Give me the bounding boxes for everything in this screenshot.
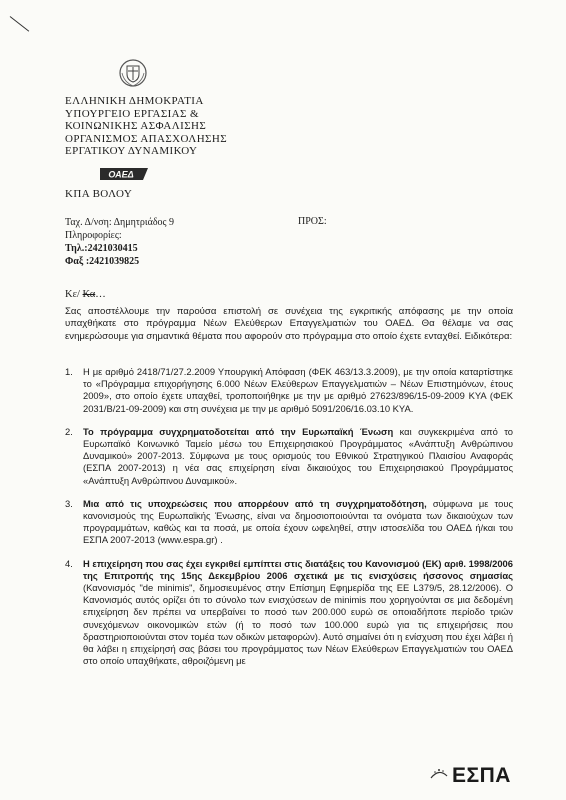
- phone: Τηλ.:2421030415: [65, 243, 138, 254]
- item-text: (Κανονισμός "de minimis", δημοσιευμένος στην Επίσημη Εφημερίδα της ΕΕ L379/5, 28.12/2006). Ο Κανονισμός αυτός ορίζει ότι το σύνολο των ενισχύσεων de minimis που χορηγούνται σε μια δεδομένη επιχείρηση δεν πρέπει να υπερβαίνει το ποσό των 200.000 ευρώ σε οποιαδήποτε περίοδο τριών συνεχόμενων οικονομικών ετών (ή το ποσό των 100.000 ευρώ για τις επιχειρήσεις που δραστηριοποιούνται στον τομέα των οδικών μεταφορών). Αυτό σημαίνει ότι η ενίσχυση που έχει λάβει ή θα λάβει η επιχείρησή σας βάσει του προγράμματος των Νέων Ελεύθερων Επαγγελματιών του ΟΑΕΔ στο οποίο υπαχθήκατε, αθροιζόμενη με: [83, 582, 513, 667]
- espa-star-mark-icon: [429, 764, 449, 784]
- salutation: [65, 289, 106, 300]
- numbered-list: [65, 366, 513, 678]
- item-bold: Το πρόγραμμα συγχρηματοδοτείται από την Ευρωπαϊκή Ένωση: [83, 425, 394, 437]
- recipient-label: ΠΡΟΣ:: [298, 216, 327, 227]
- salutation-struck: Κα: [82, 289, 96, 300]
- contact-block: [65, 216, 174, 268]
- oaed-logo: [97, 166, 151, 182]
- list-item: [65, 426, 513, 487]
- item-number: 4.: [65, 557, 73, 569]
- greek-coat-of-arms-icon: [118, 58, 148, 88]
- list-item: [65, 366, 513, 415]
- list-item: [65, 498, 513, 547]
- fax: Φαξ :2421039825: [65, 256, 140, 267]
- espa-logo-text: ΕΣΠΑ: [452, 764, 511, 787]
- pen-mark: [10, 16, 30, 32]
- info-label: Πληροφορίες:: [65, 230, 122, 241]
- org-line: ΥΠΟΥΡΓΕΙΟ ΕΡΓΑΣΙΑΣ &: [65, 107, 199, 120]
- item-bold: Μια από τις υποχρεώσεις που απορρέουν από τη συγχρηματοδότηση,: [83, 497, 427, 509]
- item-body: [83, 498, 513, 547]
- address: Ταχ. Δ/νση: Δημητριάδος 9: [65, 217, 174, 228]
- item-body: [83, 558, 513, 668]
- item-number: 3.: [65, 497, 73, 509]
- org-line: ΕΛΛΗΝΙΚΗ ΔΗΜΟΚΡΑΤΙΑ: [65, 95, 204, 107]
- organization-header: [65, 95, 227, 158]
- item-text: και συγκεκριμένα από το Ευρωπαϊκό Κοινωνικό Ταμείο μέσω του Επιχειρησιακού Προγράμματος «Ανάπτυξη Ανθρώπινου Δυναμικού» 2007-2013. Σύμφωνα με τους ορισμούς του Εθνικού Στρατηγικού Πλαισίου Αναφοράς (ΕΣΠΑ 2007-2013) η νέα σας επιχείρηση είναι δικαιούχος του Επιχειρησιακού Προγράμματος «Ανάπτυξη Ανθρώπινου Δυναμικού».: [83, 425, 514, 486]
- org-line: ΚΟΙΝΩΝΙΚΗΣ ΑΣΦΑΛΙΣΗΣ: [65, 120, 207, 133]
- logo-text: ΟΑΕΔ: [108, 169, 134, 180]
- item-text: Η με αριθμό 2418/71/27.2.2009 Υπουργική Απόφαση (ΦΕΚ 463/13.3.2009), με την οποία καταρτίστηκε το «Πρόγραμμα επιχορήγησης 6.000 Νέων Ελεύθερων Επαγγελματιών – Νέων Επιστημόνων, έτους 2009», στο οποίο έχετε υπαχθεί, τροποποιήθηκε με την με αριθμό 27623/896/15-09-2009 ΚΥΑ (ΦΕΚ 2031/Β/21-09-2009) και στη συνέχεια με την με αριθμό 5091/206/16.03.10 ΚΥΑ.: [83, 366, 513, 414]
- item-body: [83, 426, 513, 487]
- item-text: σύμφωνα με τους κανονισμούς της Ευρωπαϊκής Ένωσης, είναι να δημοσιοποιούνται τα ονόματα των δικαιούχων των προγραμμάτων, καθώς και τα ποσά, με οποία έχουν ωφεληθεί, στην ιστοσελίδα του ΟΑΕΔ ή/και του ΕΣΠΑ 2007-2013 (www.espa.gr) .: [83, 497, 513, 546]
- salutation-text: Κε/: [65, 289, 80, 300]
- item-number: 1.: [65, 366, 73, 377]
- item-bold: Η επιχείρηση που σας έχει εγκριθεί εμπίπτει στις διατάξεις του Κανονισμού (ΕΚ) αριθ. 1998/2006 της Επιτροπής της 15ης Δεκεμβρίου 2006 σχετικά με τις ενισχύσεις ήσσονος σημασίας: [83, 557, 513, 581]
- list-item: [65, 558, 513, 668]
- org-line: ΟΡΓΑΝΙΣΜΟΣ ΑΠΑΣΧΟΛΗΣΗΣ: [65, 132, 228, 145]
- org-line: ΕΡΓΑΤΙΚΟΥ ΔΥΝΑΜΙΚΟΥ: [65, 145, 198, 158]
- item-number: 2.: [65, 425, 73, 437]
- salutation-trail: …: [95, 289, 106, 300]
- intro-paragraph: Σας αποστέλλουμε την παρούσα επιστολή σε συνέχεια της εγκριτικής απόφασης με την οποία υπαχθήκατε στο πρόγραμμα Νέων Ελεύθερων Επαγγελματιών του ΟΑΕΔ. Θα θέλαμε να σας ενημερώσουμε για σημαντικά θέματα που αφορούν στο πρόγραμμα στο οποίο έχετε ενταχθεί. Ειδικότερα:: [65, 306, 513, 342]
- branch-name: ΚΠΑ ΒΟΛΟΥ: [65, 188, 133, 200]
